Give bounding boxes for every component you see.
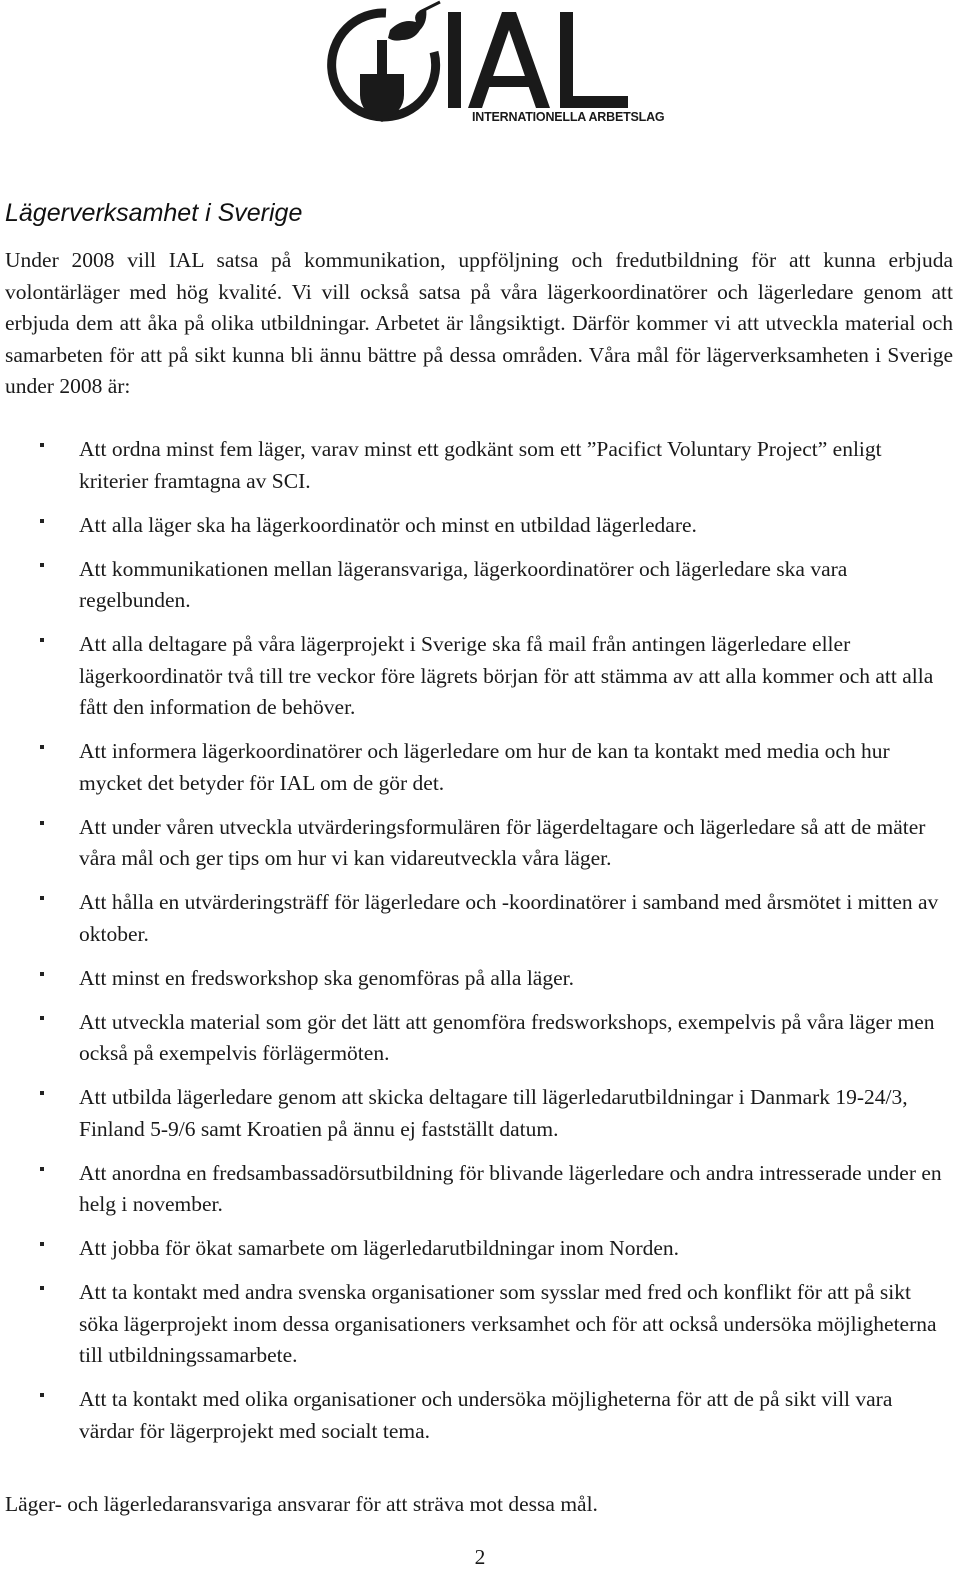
- list-item: [0, 812, 952, 875]
- closing-paragraph: Läger- och lägerledaransvariga ansvarar för att sträva mot dessa mål.: [5, 1492, 598, 1516]
- list-item-text: Att alla deltagare på våra lägerprojekt i Sverige ska få mail från antingen lägerledare eller lägerkoordinatör två till tre veckor före lägrets början för att stämma av att alla kommer och att alla fått den information de behöver.: [79, 632, 934, 719]
- list-item-text: Att utbilda lägerledare genom att skicka deltagare till lägerledarutbildningar i Danmark 19-24/3, Finland 5-9/6 samt Kroatien på ännu ej fastställt datum.: [79, 1085, 908, 1141]
- list-item: [0, 1082, 952, 1145]
- goals-list: [0, 434, 960, 1460]
- list-item: [0, 554, 952, 617]
- list-item-text: Att ta kontakt med olika organisationer och undersöka möjligheterna för att de på sikt vill vara värdar för lägerprojekt med socialt tema.: [79, 1387, 893, 1443]
- list-item-text: Att anordna en fredsambassadörsutbildning för blivande lägerledare och andra intresserade under en helg i november.: [79, 1160, 942, 1216]
- section-heading: Lägerverksamhet i Sverige: [5, 199, 303, 227]
- list-item: [0, 434, 952, 497]
- list-item: [0, 1233, 952, 1265]
- list-item: [0, 629, 952, 724]
- list-item: [0, 887, 952, 950]
- bullet-icon: [40, 1091, 44, 1095]
- list-item-text: Att alla läger ska ha lägerkoordinatör och minst en utbildad lägerledare.: [79, 512, 697, 537]
- bullet-icon: [40, 745, 44, 749]
- list-item: [0, 1277, 952, 1372]
- list-item-text: Att under våren utveckla utvärderingsformulären för lägerdeltagare och lägerledare så att de mäter våra mål och ger tips om hur vi kan vidareutveckla våra läger.: [79, 814, 926, 870]
- list-item: [0, 510, 952, 542]
- list-item-text: Att minst en fredsworkshop ska genomföras på alla läger.: [79, 965, 574, 990]
- list-item: [0, 1007, 952, 1070]
- list-item-text: Att hålla en utvärderingsträff för lägerledare och -koordinatörer i samband med årsmötet i mitten av oktober.: [79, 890, 939, 946]
- intro-paragraph: Under 2008 vill IAL satsa på kommunikation, uppföljning och fredutbildning för att kunna erbjuda volontärläger med hög kvalité. Vi vill också satsa på våra lägerkoordinatörer och lägerledare genom att erbjuda dem att åka på olika utbildningar. Arbetet är långsiktigt. Därför kommer vi att utveckla material och samarbeten för att på sikt kunna bli ännu bättre på dessa områden. Våra mål för lägerverksamheten i Sverige under 2008 är:: [5, 248, 953, 398]
- bullet-icon: [40, 1016, 44, 1020]
- list-item-text: Att jobba för ökat samarbete om lägerledarutbildningar inom Norden.: [79, 1236, 680, 1260]
- list-item-text: Att ordna minst fem läger, varav minst ett godkänt som ett ”Pacifict Voluntary Project” enligt kriterier framtagna av SCI.: [79, 437, 882, 493]
- bullet-icon: [40, 638, 44, 642]
- bullet-icon: [40, 896, 44, 900]
- ial-logo: [316, 0, 665, 130]
- page-number: 2: [474, 1545, 486, 1569]
- bullet-icon: [40, 1393, 44, 1397]
- bullet-icon: [40, 563, 44, 567]
- list-item-text: Att informera lägerkoordinatörer och lägerledare om hur de kan ta kontakt med media och hur mycket det betyder för IAL om de gör det.: [79, 739, 890, 795]
- bullet-icon: [40, 443, 44, 447]
- list-item-text: Att utveckla material som gör det lätt att genomföra fredsworkshops, exempelvis på våra läger men också på exempelvis förlägermöten.: [79, 1009, 935, 1065]
- list-item-text: Att kommunikationen mellan lägeransvariga, lägerkoordinatörer och lägerledare ska vara regelbunden.: [79, 556, 848, 612]
- bullet-icon: [40, 1286, 44, 1290]
- bullet-icon: [40, 821, 44, 825]
- bullet-icon: [40, 1242, 44, 1246]
- list-item: [0, 1158, 952, 1221]
- list-item: [0, 1384, 952, 1447]
- logo-tagline: INTERNATIONELLA ARBETSLAG: [472, 110, 665, 124]
- bullet-icon: [40, 519, 44, 523]
- bullet-icon: [40, 1167, 44, 1171]
- list-item: [0, 736, 952, 799]
- bullet-icon: [40, 972, 44, 976]
- list-item: [0, 963, 952, 995]
- list-item-text: Att ta kontakt med andra svenska organisationer som sysslar med fred och konflikt för att på sikt söka lägerprojekt inom dessa organisationers verksamhet och för att också undersöka möjligheterna till utbildningssamarbete.: [79, 1280, 937, 1367]
